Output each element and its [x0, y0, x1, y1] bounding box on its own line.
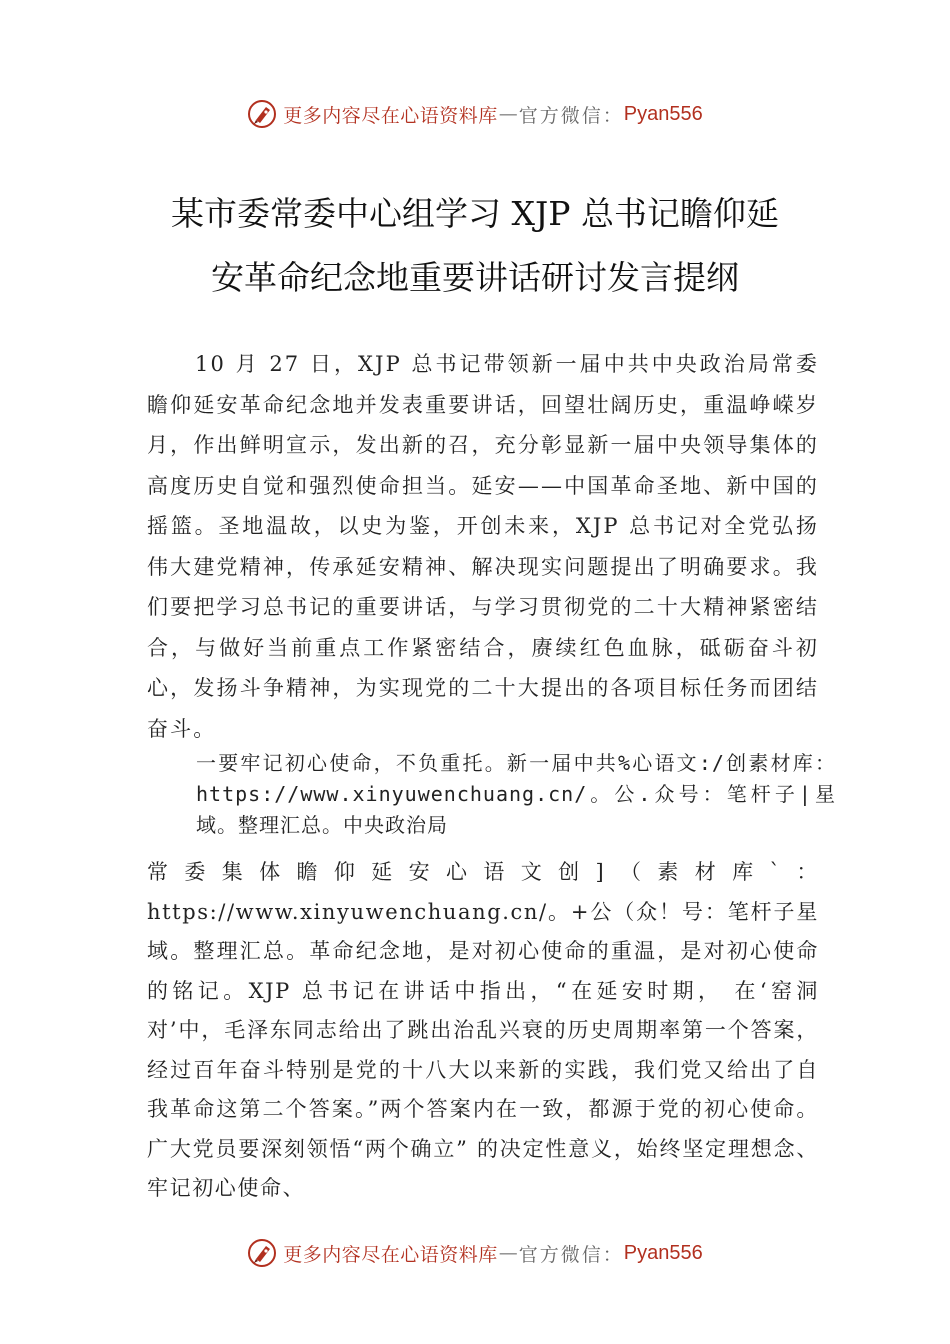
pen-nib-logo-icon [247, 99, 277, 129]
watermark-wechat-id: Pyan556 [623, 102, 703, 125]
watermark-wechat-label: 官方微信： [518, 1243, 624, 1266]
pen-nib-logo-icon [247, 1238, 277, 1268]
header-watermark [0, 97, 950, 131]
body-paragraph-1: 10 月 27 日，XJP 总书记带领新一届中共中央政治局常委瞻仰延安革命纪念地并发表重要讲话，回望壮阔历史，重温峥嵘岁月，作出鲜明宣示，发出新的召，充分彰显新一届中央领导集体的高度历史自觉和强烈使命担当。延安——中国革命圣地、新中国的摇篮。圣地温故，以史为鉴，开创未来，XJP 总书记对全党弘扬伟大建党精神，传承延安精神、解决现实问题提出了明确要求。我们要把学习总书记的重要讲话，与学习贯彻党的二十大精神紧密结合，与做好当前重点工作紧密结合，赓续红色血脉，砥砺奋斗初心，发扬斗争精神，为实现党的二十大提出的各项目标任务而团结奋斗。 [147, 352, 819, 741]
body-paragraph-3: 常委集体瞻仰延安心语文创]（素材库`：https://www.xinyuwenchuang.cn/。+公（众！号：笔杆子星域。整理汇总。革命纪念地，是对初心使命的重温，是对初心使命的铭记。XJP 总书记在讲话中指出，“在延安时期， 在‘窑洞对’中，毛泽东同志给出了跳出治乱兴衰的历史周期率第一个答案，经过百年奋斗特别是党的十八大以来新的实践，我们党又给出了自我革命这第二个答案。”两个答案内在一致，都源于党的初心使命。广大党员要深刻领悟“两个确立” 的决定性意义，始终坚定理想念、牢记初心使命、 [147, 860, 819, 1200]
watermark-label: 更多内容尽在心语资料库 [283, 104, 498, 127]
watermark-label: 更多内容尽在心语资料库 [283, 1243, 498, 1266]
document-title-line1: 某市委常委中心组学习 XJP 总书记瞻仰延 [171, 194, 779, 233]
footer-watermark [0, 1236, 950, 1270]
document-title-line2: 安革命纪念地重要讲话研讨发言提纲 [211, 258, 739, 297]
watermark-wechat-label: 官方微信： [518, 104, 624, 127]
watermark-separator: — [498, 1242, 518, 1264]
watermark-separator: — [498, 103, 518, 125]
body-paragraph-2: 一要牢记初心使命，不负重托。新一届中共%心语文:/创素材库：https://www.xinyuwenchuang.cn/。公.众号：笔杆子|星域。整理汇总。中央政治局 [196, 751, 836, 837]
watermark-wechat-id: Pyan556 [623, 1241, 703, 1264]
